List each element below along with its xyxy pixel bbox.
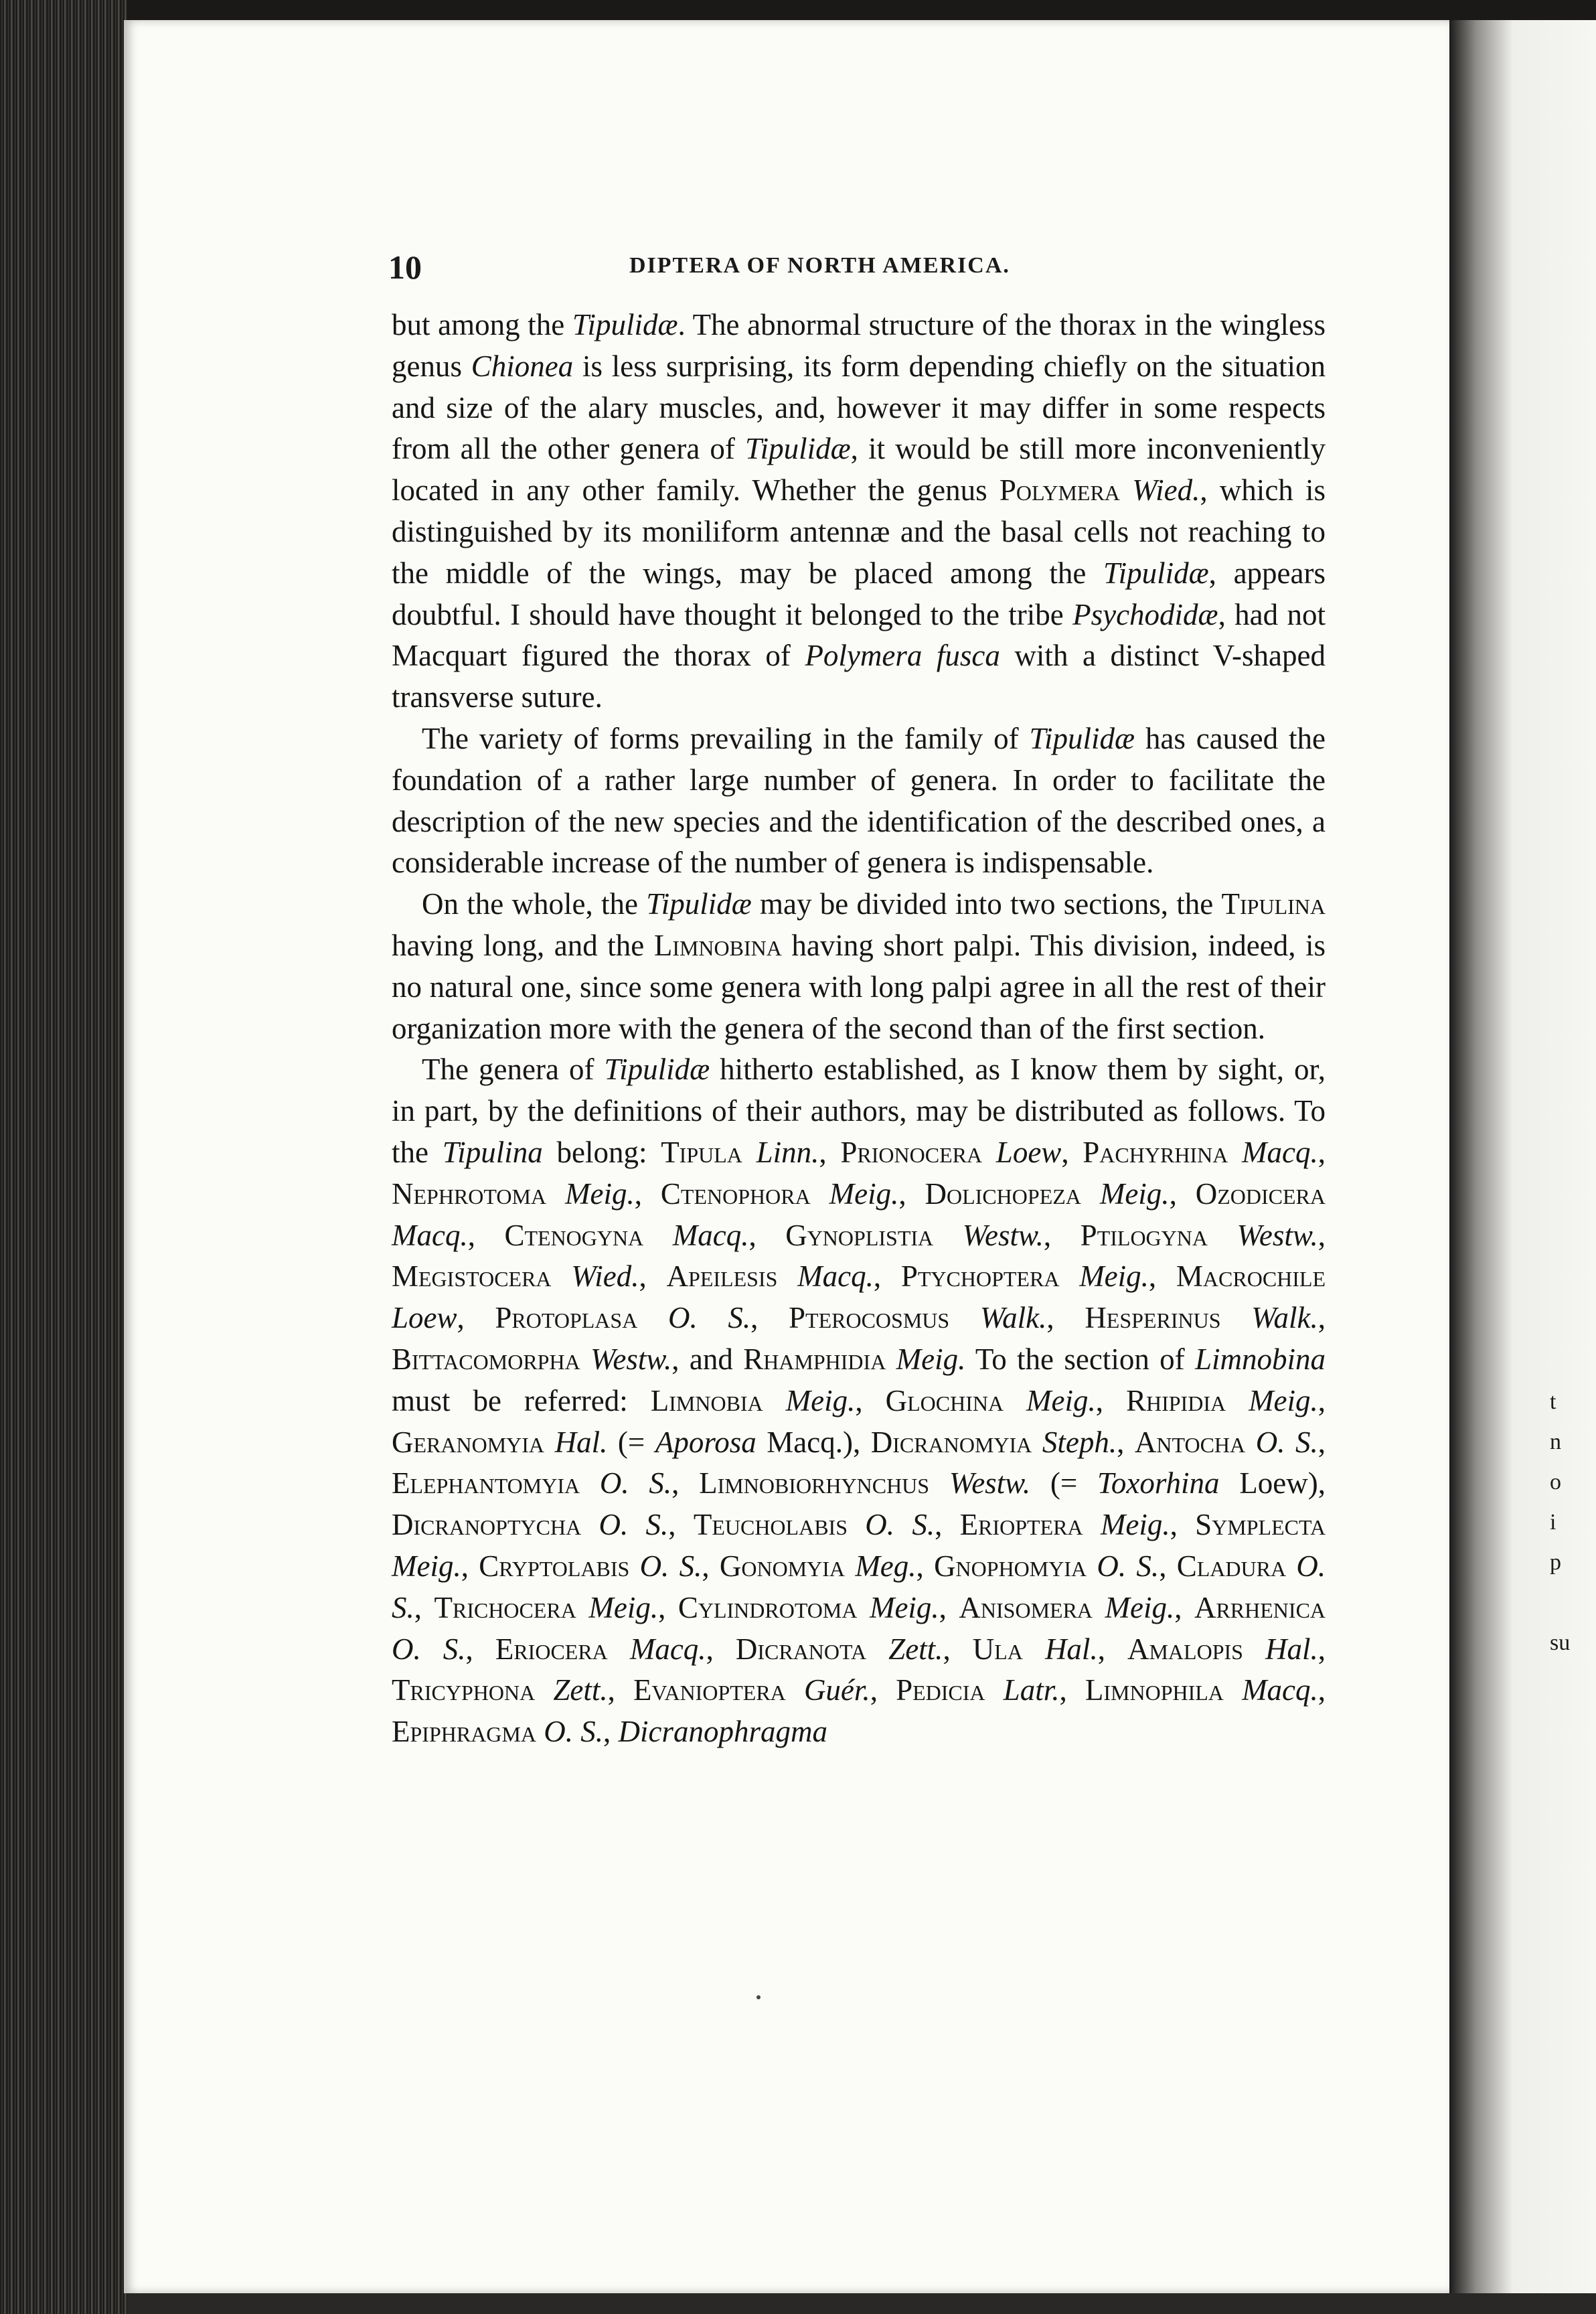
italic-term: Walk. [979, 1301, 1047, 1335]
text-run: The variety of forms prevailing in the family of [422, 721, 1030, 755]
facing-fragment: n [1550, 1430, 1561, 1454]
italic-term: Westw. [590, 1342, 672, 1376]
italic-term: Macq. [1242, 1135, 1318, 1169]
genus-name: Antocha [1134, 1425, 1246, 1459]
italic-term: O. S. [1097, 1549, 1160, 1583]
italic-term: Tipulidæ [745, 432, 851, 466]
text-run: , [706, 1632, 736, 1666]
text-run [1032, 1425, 1042, 1459]
text-run [848, 1508, 865, 1541]
text-run [544, 1425, 555, 1459]
text-run: , [935, 1508, 960, 1542]
italic-term: O. S. [639, 1549, 702, 1583]
genus-name: Megistocera [392, 1259, 552, 1294]
text-run: , [603, 1715, 619, 1749]
genus-name: Eriocera [495, 1632, 608, 1666]
italic-term: Loew [995, 1135, 1062, 1169]
text-run: , [1043, 1218, 1081, 1252]
italic-term: O. S. [865, 1508, 935, 1542]
text-run: , [916, 1549, 935, 1583]
genus-name: Ula [972, 1632, 1023, 1666]
italic-term: Wied. [1132, 473, 1200, 508]
text-run [581, 1508, 598, 1541]
genus-name: Pterocosmus [789, 1301, 950, 1335]
facing-fragment: p [1550, 1550, 1561, 1575]
text-run: , [1318, 1135, 1326, 1169]
text-run [1245, 1425, 1256, 1459]
genus-name: Macrochile [1176, 1259, 1326, 1294]
page-header [388, 248, 1326, 288]
text-run: but among the [392, 308, 572, 341]
paragraph-4 [392, 1049, 1326, 1753]
italic-term: Meig. [869, 1590, 939, 1624]
italic-term: O. S. [598, 1508, 669, 1542]
text-run: On the whole, the [422, 887, 647, 921]
genus-name: Dolichopeza [925, 1176, 1081, 1211]
genus-name: Dicranoptycha [392, 1508, 582, 1542]
text-run: having short palpi. This division, indeed, is no natural one, since some genera with long palpi agree in all the rest of their organization more with the genera of the second than of the first section. [392, 928, 1326, 1045]
italic-term: O. S. [544, 1715, 603, 1749]
text-run: , had not Macquart figured the thorax of [392, 597, 1326, 673]
facing-page-fragment [1449, 20, 1596, 2293]
italic-term: Dicranophragma [618, 1715, 827, 1749]
text-run: , [639, 1259, 667, 1294]
italic-term: Meig. [1249, 1383, 1318, 1417]
genus-name: Anisomera [959, 1590, 1093, 1624]
text-run [1059, 1259, 1079, 1293]
italic-term: Hal. [554, 1425, 608, 1459]
text-run: To the section of [965, 1342, 1195, 1376]
text-run [629, 1549, 639, 1583]
text-run [1221, 1301, 1252, 1334]
text-run: , [1061, 1135, 1083, 1169]
text-run: . The abnormal structure of the thorax in the wingless genus [392, 308, 1326, 383]
text-run [536, 1715, 544, 1748]
text-run: , [1318, 1673, 1326, 1707]
text-run: , [1095, 1383, 1126, 1417]
italic-term: Polymera fusca [805, 639, 1000, 673]
italic-term: Meg. [855, 1549, 916, 1583]
text-run: , [1097, 1632, 1127, 1666]
italic-term: Guér. [803, 1673, 870, 1707]
text-run [637, 1301, 668, 1334]
text-run [929, 1466, 949, 1500]
text-run: , [1117, 1425, 1135, 1459]
genus-name: Limnobina [653, 928, 782, 962]
genus-name: Apeilesis [666, 1259, 778, 1294]
genus-name: Gnophomyia [934, 1549, 1087, 1583]
italic-term: Meig. [829, 1176, 899, 1211]
text-run: , appears doubtful. I should have thought it belonged to the tribe [392, 556, 1326, 631]
text-run: Loew), [1219, 1466, 1326, 1500]
genus-name: Rhipidia [1125, 1383, 1226, 1417]
genus-name: Evanioptera [633, 1673, 786, 1707]
text-run: , [465, 1632, 495, 1666]
text-run: , [467, 1218, 505, 1252]
genus-name: Geranomyia [392, 1425, 545, 1459]
facing-fragment: i [1550, 1510, 1557, 1535]
genus-name: Arrhenica [1194, 1590, 1326, 1624]
genus-name: Pachyrhina [1083, 1135, 1228, 1169]
italic-term: Aporosa [655, 1425, 756, 1459]
italic-term: Toxorhina [1097, 1466, 1220, 1500]
genus-name: Cryptolabis [479, 1549, 630, 1583]
genus-name: Tipulina [1221, 887, 1326, 921]
text-run: with a distinct V-shaped transverse suture. [392, 639, 1326, 714]
genus-name: Tricyphona [392, 1673, 536, 1707]
text-run: , which is distinguished by its moniliform antennæ and the basal cells not reaching to the middle of the wings, may be placed among the [392, 473, 1326, 590]
genus-name: Gynoplistia [785, 1218, 934, 1252]
text-run: (= [1030, 1466, 1097, 1500]
text-run [1083, 1508, 1101, 1541]
paragraph-3 [392, 884, 1326, 1049]
text-run [982, 1136, 996, 1169]
text-run: , and [671, 1342, 744, 1376]
genus-name: Cylindrotoma [677, 1590, 858, 1624]
text-run [608, 1632, 630, 1666]
text-run: , [607, 1673, 633, 1707]
text-run [857, 1591, 869, 1624]
text-run [949, 1301, 980, 1334]
text-run [811, 1177, 829, 1211]
text-run: The genera of [422, 1053, 605, 1087]
text-run: , [1318, 1218, 1326, 1252]
text-run [580, 1466, 600, 1500]
italic-term: Macq. [629, 1632, 706, 1666]
text-run: , [855, 1383, 886, 1417]
italic-term: Loew [392, 1301, 457, 1335]
italic-term: O. S. [392, 1549, 1326, 1624]
genus-name: Ctenophora [660, 1176, 811, 1211]
italic-term: Macq. [797, 1259, 874, 1294]
text-run: , [1170, 1508, 1196, 1542]
text-run: (= [607, 1425, 655, 1459]
print-speck [756, 1995, 761, 1999]
genus-name: Limnobiorhynchus [699, 1466, 930, 1500]
genus-name: Ptilogyna [1080, 1218, 1208, 1252]
genus-name: Teucholabis [693, 1508, 848, 1542]
text-run: , [943, 1632, 973, 1666]
text-run: , it would be still more inconveniently located in any other family. Whether the genus [392, 432, 1326, 508]
genus-name: Cladura [1176, 1549, 1287, 1583]
genus-name: Ptychoptera [900, 1259, 1060, 1294]
text-run: having long, and the [392, 928, 654, 962]
text-run [1243, 1632, 1265, 1666]
text-run [845, 1549, 855, 1583]
italic-term: Meig. [1105, 1590, 1175, 1624]
text-run: , [1318, 1301, 1326, 1335]
italic-term: Zett. [553, 1673, 608, 1707]
genus-name: Erioptera [959, 1508, 1083, 1542]
genus-name: Nephrotoma [392, 1176, 547, 1211]
genus-name: Rhamphidia [743, 1342, 886, 1376]
text-run [535, 1673, 553, 1707]
italic-term: Westw. [949, 1466, 1031, 1500]
italic-term: O. S. [599, 1466, 672, 1500]
text-run: is less surprising, its form depending chiefly on the situation and size of the alary muscles, and, however it may differ in some respects from all the other genera of [392, 349, 1326, 466]
text-run: , [750, 1301, 789, 1335]
book-binding-edge [0, 0, 127, 2314]
text-run [546, 1177, 565, 1211]
italic-term: Hal. [1044, 1632, 1098, 1666]
italic-term: Walk. [1251, 1301, 1318, 1335]
italic-term: Latr. [1003, 1673, 1060, 1707]
italic-term: Meig. [785, 1383, 856, 1417]
italic-term: Meig. [896, 1342, 966, 1376]
italic-term: Meig. [1099, 1176, 1170, 1211]
genus-name: Trichocera [434, 1590, 576, 1624]
genus-name: Bittacomorpha [392, 1342, 580, 1376]
genus-name: Polymera [999, 473, 1120, 508]
text-run: , [1318, 1632, 1326, 1666]
text-run: , [1169, 1176, 1196, 1211]
italic-term: Tipulidæ [646, 887, 752, 921]
text-run [1081, 1177, 1100, 1211]
italic-term: Psychodidæ [1072, 597, 1218, 631]
text-run: , [668, 1508, 694, 1542]
genus-name: Symplecta [1195, 1508, 1326, 1542]
italic-term: Steph. [1042, 1425, 1117, 1459]
italic-term: Meig. [1026, 1383, 1096, 1417]
italic-term: Meig. [564, 1176, 635, 1211]
italic-term: Meig. [588, 1590, 659, 1624]
italic-term: Macq. [392, 1218, 468, 1252]
text-run: , [461, 1549, 479, 1583]
text-run: may be divided into two sections, the [751, 887, 1222, 921]
facing-fragment: su [1550, 1630, 1571, 1655]
text-run: , [870, 1673, 896, 1707]
italic-term: Limnobina [1194, 1342, 1326, 1376]
text-run [1286, 1549, 1296, 1583]
running-head: DIPTERA OF NORTH AMERICA. [629, 253, 1010, 278]
text-run [1093, 1591, 1105, 1624]
italic-term: Tipulidæ [1029, 721, 1135, 755]
text-run [643, 1219, 673, 1252]
italic-term: Hal. [1265, 1632, 1318, 1666]
text-run [786, 1673, 804, 1707]
text-run: belong: [542, 1135, 661, 1169]
text-run [1023, 1632, 1045, 1666]
text-run: , [1046, 1301, 1085, 1335]
italic-term: O. S. [392, 1632, 466, 1666]
text-run: must be referred: [392, 1383, 651, 1417]
text-run [1004, 1384, 1026, 1417]
text-run: , [873, 1259, 901, 1294]
text-run: , [748, 1218, 786, 1252]
italic-term: Meig. [1079, 1259, 1149, 1294]
text-run [1226, 1384, 1249, 1417]
genus-name: Ozodicera [1195, 1176, 1326, 1211]
text-run: , [1318, 1383, 1326, 1417]
text-run: , [939, 1590, 959, 1624]
genus-name: Tipula [661, 1135, 742, 1169]
text-run [1228, 1136, 1242, 1169]
italic-term: Tipulina [442, 1135, 543, 1169]
italic-term: Tipulidæ [1103, 556, 1209, 590]
genus-name: Limnophila [1085, 1673, 1224, 1707]
text-run: , [1059, 1673, 1085, 1707]
italic-term: Westw. [962, 1218, 1044, 1252]
genus-name: Protoplasa [495, 1301, 638, 1335]
text-run: , [1318, 1425, 1326, 1459]
text-run: , [457, 1301, 495, 1335]
page-number: 10 [388, 248, 422, 286]
text-run [580, 1342, 590, 1376]
genus-name: Prionocera [840, 1135, 983, 1169]
italic-term: O. S. [667, 1301, 751, 1335]
text-run: , [671, 1466, 700, 1500]
text-run [1208, 1219, 1237, 1252]
paragraph-2 [392, 718, 1326, 884]
italic-term: Westw. [1236, 1218, 1318, 1252]
text-run: has caused the foundation of a rather large number of genera. In order to facilitate the description of the new species and the identification of the described ones, a considerable increase of the number of genera is indispensable. [392, 721, 1326, 880]
italic-term: Macq. [1242, 1673, 1318, 1707]
italic-term: Meig. [392, 1549, 461, 1583]
genus-name: Dicranomyia [870, 1425, 1032, 1459]
text-run [866, 1632, 888, 1666]
text-run: hitherto established, as I know them by sight, or, in part, by the definitions of their authors, may be distributed as follows. To the [392, 1053, 1326, 1169]
italic-term: Wied. [571, 1259, 639, 1294]
italic-term: Tipulidæ [604, 1053, 710, 1087]
genus-name: Epiphragma [392, 1715, 536, 1749]
text-run [763, 1384, 786, 1417]
genus-name: Limnobia [650, 1383, 763, 1417]
text-run: Macq.), [756, 1425, 871, 1459]
genus-name: Elephantomyia [392, 1466, 580, 1500]
genus-name: Ctenogyna [504, 1218, 644, 1252]
text-run: , [634, 1176, 661, 1211]
genus-name: Gonomyia [719, 1549, 846, 1583]
genus-name: Pedicia [896, 1673, 985, 1707]
text-run [576, 1591, 588, 1624]
text-run [1120, 473, 1132, 507]
text-run [552, 1259, 572, 1293]
paragraph-1 [392, 305, 1326, 718]
genus-name: Dicranota [735, 1632, 867, 1666]
text-run [1087, 1549, 1097, 1583]
facing-fragment: t [1550, 1389, 1557, 1414]
text-run: , [1174, 1590, 1194, 1624]
italic-term: Linn. [756, 1135, 819, 1169]
text-run: , [819, 1135, 841, 1169]
text-run: , [1159, 1549, 1177, 1583]
italic-term: Meig. [1100, 1508, 1170, 1542]
text-run: , [702, 1549, 720, 1583]
facing-fragment: o [1550, 1470, 1561, 1494]
text-run [886, 1342, 896, 1376]
italic-term: Macq. [672, 1218, 749, 1252]
genus-name: Amalopis [1127, 1632, 1243, 1666]
text-run: , [898, 1176, 925, 1211]
text-run [933, 1219, 963, 1252]
text-run: , [1148, 1259, 1176, 1294]
italic-term: Zett. [888, 1632, 943, 1666]
text-run: , [414, 1590, 434, 1624]
text-run [777, 1259, 797, 1293]
text-run [1224, 1673, 1242, 1707]
italic-term: Tipulidæ [572, 308, 678, 341]
italic-term: O. S. [1255, 1425, 1318, 1459]
text-run [742, 1136, 756, 1169]
text-run [985, 1673, 1004, 1707]
body-text [392, 305, 1326, 1753]
genus-name: Glochina [885, 1383, 1004, 1417]
italic-term: Chionea [471, 349, 574, 383]
genus-name: Hesperinus [1085, 1301, 1221, 1335]
text-run: , [658, 1590, 678, 1624]
